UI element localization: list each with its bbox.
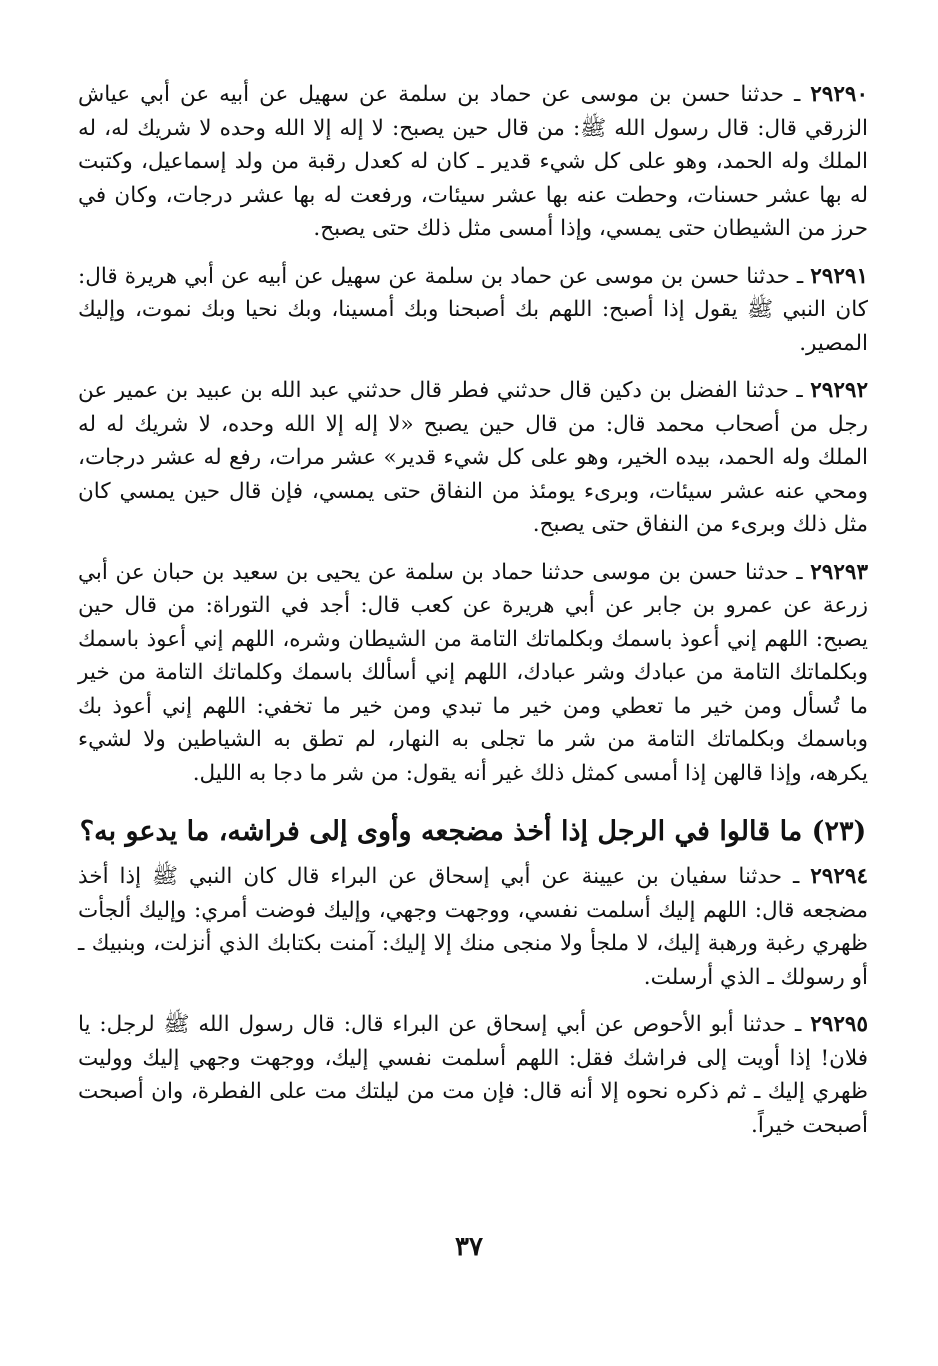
hadith-number: ٢٩٢٩٤ (810, 864, 868, 889)
hadith-text: ـ حدثنا الفضل بن دكين قال حدثني فطر قال حدثني عبد الله بن عبيد بن عمير عن رجل من أصحاب محمد قال: من قال حين يصبح «لا إله إلا الله وحده، لا شريك له له الملك وله الحمد، بيده الخير، وهو على كل شيء قدير» عشر مرات، رفع له عشر درجات، ومحي عنه عشر سيئات، وبرىء يومئذ من النفاق حتى يمسي، فإن قال حين يمسي كان مثل ذلك وبرىء من النفاق حتى يصبح. (78, 378, 868, 537)
hadith-29295 (78, 1008, 868, 1142)
page-number: ٣٧ (455, 1232, 483, 1262)
hadith-number: ٢٩٢٩١ (810, 263, 868, 289)
hadith-29290 (78, 78, 868, 246)
chapter-heading: (٢٣) ما قالوا في الرجل إذا أخذ مضجعه وأوى إلى فراشه، ما يدعو به؟ (79, 816, 867, 847)
hadith-text: ـ حدثنا سفيان بن عيينة عن أبي إسحاق عن البراء قال كان النبي ﷺ إذا أخذ مضجعه قال: اللهم إليك أسلمت نفسي، ووجهت وجهي، وإليك فوضت أمري: وإليك ألجأت ظهري رغبة ورهبة إليك، لا ملجأ ولا منجى منك إلا إليك: آمنت بكتابك الذي أنزلت، وبنبيك ـ أو رسولك ـ الذي أرسلت. (78, 864, 868, 990)
hadith-number: ٢٩٢٩٠ (810, 82, 868, 107)
hadith-text: ـ حدثنا أبو الأحوص عن أبي إسحاق عن البراء قال: قال رسول الله ﷺ لرجل: يا فلان! إذا أويت إلى فراشك فقل: اللهم أسلمت نفسي إليك، ووجهت وجهي إليك ووليت ظهري إليك ـ ثم ذكره نحوه إلا أنه قال: فإن مت من ليلتك مت على الفطرة، وان أصبحت أصبحت خيراً. (78, 1012, 868, 1138)
hadith-29293 (78, 556, 868, 791)
hadith-29292 (78, 374, 868, 542)
hadith-number: ٢٩٢٩٣ (810, 559, 868, 585)
hadith-29294 (78, 860, 868, 994)
hadith-text: ـ حدثنا حسن بن موسى عن حماد بن سلمة عن سهيل عن أبيه عن أبي عياش الزرقي قال: قال رسول الله ﷺ: من قال حين يصبح: لا إله إلا الله وحده لا شريك له، له الملك وله الحمد، وهو على كل شيء قدير ـ كان له كعدل رقبة من ولد إسماعيل، وكتبت له بها عشر حسنات، وحطت عنه بها عشر سيئات، ورفعت له بها عشر درجات، وكان في حرز من الشيطان حتى يمسي، وإذا أمسى مثل ذلك حتى يصبح. (78, 82, 868, 241)
document-page (78, 78, 868, 1156)
hadith-text: ـ حدثنا حسن بن موسى عن حماد بن سلمة عن سهيل عن أبيه عن أبي هريرة قال: كان النبي ﷺ يقول إذا أصبح: اللهم بك أصبحنا وبك أمسينا، وبك نحيا وبك نموت، وإليك المصير. (78, 263, 868, 356)
hadith-number: ٢٩٢٩٢ (810, 378, 868, 403)
hadith-text: ـ حدثنا حسن بن موسى حدثنا حماد بن سلمة عن يحيى بن سعيد بن حبان عن أبي زرعة عن عمرو بن جابر عن أبي هريرة عن كعب قال: أجد في التوراة: من قال حين يصبح: اللهم إني أعوذ باسمك وبكلماتك التامة من الشيطان وشره، اللهم إني أعوذ باسمك وبكلماتك التامة من عبادك وشر عبادك، اللهم إني أسألك باسمك وكلماتك التامة من خير ما تُسأل ومن خير ما تعطي ومن خير ما تبدي ومن خير ما تخفي: اللهم إني أعوذ بك وباسمك وبكلماتك التامة من شر ما تجلى به النهار، لم تطق به الشياطين ولا لشيء يكرهه، وإذا قالهن إذا أمسى كمثل ذلك غير أنه يقول: من شر ما دجا به الليل. (78, 559, 868, 786)
hadith-number: ٢٩٢٩٥ (810, 1012, 868, 1037)
hadith-29291 (78, 260, 868, 361)
